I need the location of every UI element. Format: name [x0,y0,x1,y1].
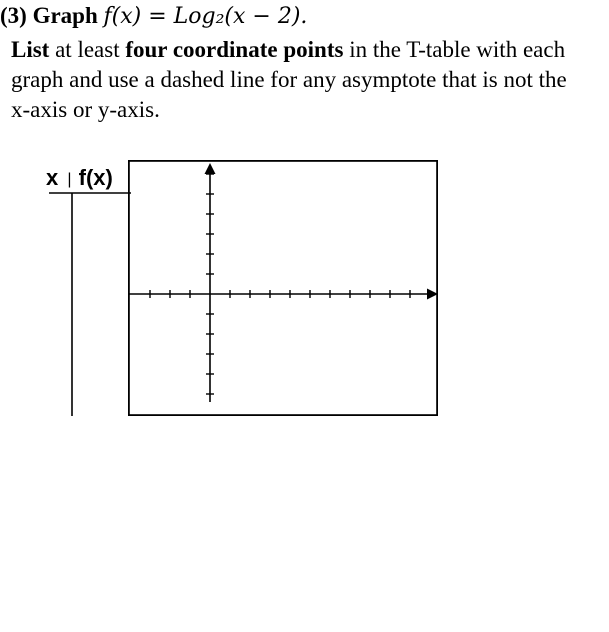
y-axis-arrow-icon [205,163,216,174]
graph-verb: Graph [32,3,98,28]
problem-title [0,2,307,31]
instruction-text-2: in the T-table with each graph and use a dashed line for any asymptote that is not the x-axis or y-axis. [11,37,567,122]
instruction-text-1: at least [49,37,126,62]
instructions [11,35,571,125]
t-table-x-header: x [46,165,59,190]
coordinate-grid-svg [128,160,438,416]
grid-border [129,161,437,415]
instruction-list-word: List [11,37,50,62]
function-expression: f(x) = Log₂(x − 2). [103,4,308,29]
problem-number: (3) [0,3,27,28]
t-table-fx-header: f(x) [78,165,113,190]
axis-ticks [150,174,410,394]
coordinate-grid [128,160,438,416]
t-table-lines [40,166,140,426]
t-table-header-separator: | [67,171,72,188]
instruction-emphasis: four coordinate points [125,37,344,62]
